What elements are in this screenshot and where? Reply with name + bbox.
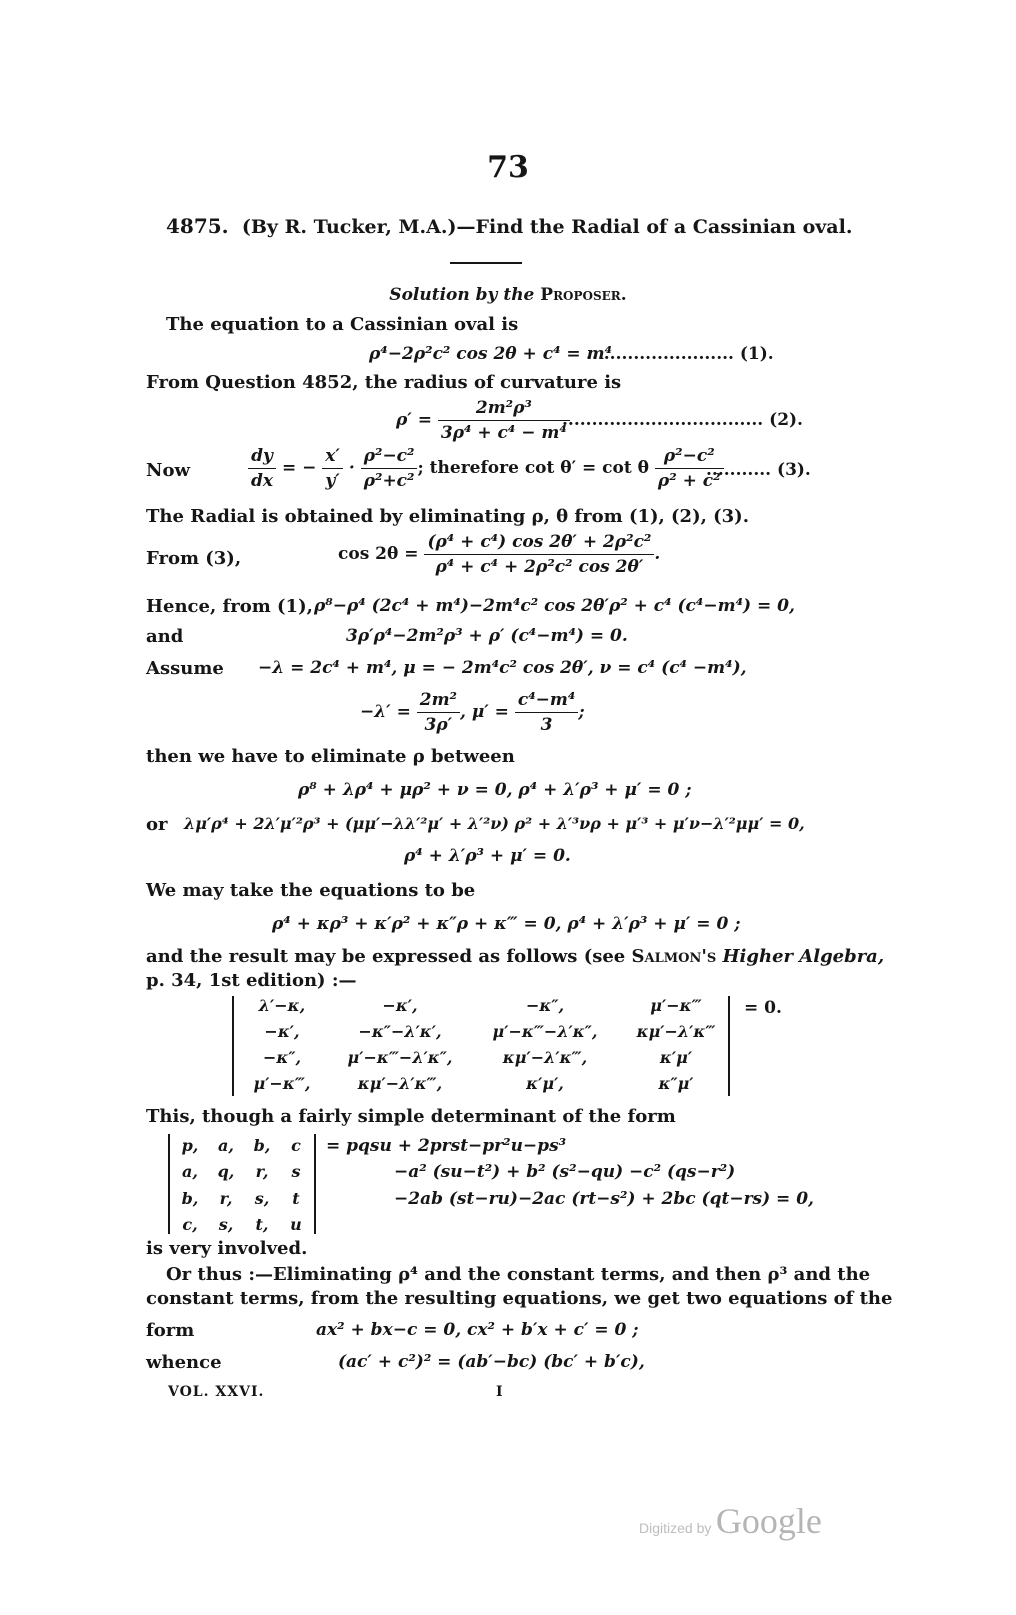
determinant-2-cell: p, [181,1136,199,1155]
equation-9: ρ⁸ + λρ⁴ + μρ² + ν = 0, ρ⁴ + λ′ρ³ + μ′ = 0 ; [298,780,692,800]
problem-text: —Find the Radial of a Cassinian oval. [456,216,853,238]
equation-2 [396,398,570,443]
equation-4 [338,532,660,577]
equation-3: $\frac{dy}{dx}$ = − $\frac{x'}{y'}$ · $\frac{\text{ρ²−c²}}{\text{ρ²+c²}}$ ; therefore cot θ′ = cot θ $\frac{\text{ρ²−c²}}{\text{ρ² + c²}}$ [248,446,724,491]
fraction-denominator: ρ⁴ + c⁴ + 2ρ²c² cos 2θ′ [435,557,644,577]
hence-label: Hence, from (1), [146,596,313,617]
determinant-1-cell: κμ′−λ′κ‴, [357,1074,443,1093]
equation-8-lambda: −λ′ = [360,702,411,722]
problem-author: (By R. Tucker, M.A.) [241,216,457,238]
fraction-numerator: ρ²−c² [361,446,418,469]
determinant-1-cell: −κ′, [382,996,418,1015]
equation-3-middle: ; therefore cot θ′ = cot θ [417,458,649,478]
determinant-2-cell: a, [218,1136,234,1155]
text-line-11: constant terms, from the resulting equations, we get two equations of the [146,1288,893,1309]
fraction-numerator: (ρ⁴ + c⁴) cos 2θ′ + 2ρ²c² [424,532,654,555]
determinant-1-cell: −κ″, [262,1048,302,1067]
determinant-2-expansion-2: −a² (su−t²) + b² (s²−qu) −c² (qs−r²) [394,1162,736,1182]
fraction-numerator: 2m² [417,690,460,713]
equation-4-lhs: cos 2θ = [338,544,419,564]
determinant-1-rhs: = 0. [744,998,782,1018]
determinant-1-cell: −κ″−λ′κ′, [358,1022,442,1041]
digitized-watermark [639,1500,822,1542]
volume-footer: VOL. XXVI. [168,1384,265,1400]
determinant-2-left-bar [168,1134,170,1234]
determinant-2-expansion-1: = pqsu + 2prst−pr²u−ps³ [326,1136,567,1156]
equation-3-sign: = − [281,458,317,478]
equation-1-tag: ......................... (1). [586,344,774,364]
determinant-1-left-bar [232,996,234,1096]
determinant-2-cell: r, [219,1189,233,1208]
determinant-1-cell: κ″μ′ [658,1074,694,1093]
equation-11: ρ⁴ + λ′ρ³ + μ′ = 0. [404,846,571,866]
watermark-prefix: Digitized by [639,1520,712,1536]
text-line-10: Or thus :—Eliminating ρ⁴ and the constant terms, and then ρ³ and the [166,1264,871,1285]
text-line-1: The equation to a Cassinian oval is [166,314,519,335]
equation-8-fraction-1 [417,690,460,735]
text-line-9: is very involved. [146,1238,308,1259]
and-label: and [146,626,184,647]
google-logo: Google [715,1501,822,1541]
determinant-2-cell: c [291,1136,301,1155]
fraction-denominator: 3 [540,715,553,735]
solution-heading-prefix: Solution by the [389,285,541,305]
fraction-denominator: ρ²+c² [363,471,415,491]
determinant-2-right-bar [314,1134,316,1234]
signature-mark: I [496,1384,503,1400]
equation-8-mu: , μ′ = [460,702,509,722]
dy-dx-fraction [248,446,276,491]
whence-label: whence [146,1352,222,1373]
equation-14: (ac′ + c²)² = (ab′−bc) (bc′ + b′c), [338,1352,645,1372]
or-label: or [146,814,168,835]
fraction-denominator: dx [251,471,274,491]
fraction-numerator: c⁴−m⁴ [515,690,578,713]
determinant-2-cell: a, [182,1162,198,1181]
text-line-3: The Radial is obtained by eliminating ρ, θ from (1), (2), (3). [146,506,749,527]
equation-2-fraction [438,398,570,443]
text-line-7: p. 34, 1st edition) :— [146,970,357,991]
determinant-2-expansion-3: −2ab (st−ru)−2ac (rt−s²) + 2bc (qt−rs) = 0, [394,1189,814,1209]
fraction-numerator: 2m²ρ³ [438,398,570,421]
equation-4-end: . [654,544,661,564]
fraction-numerator: dy [248,446,276,469]
determinant-2-cell: u [290,1215,302,1234]
determinant-1-cell: κ′μ′ [659,1048,693,1067]
determinant-2-cell: s, [254,1189,270,1208]
page-number: 73 [487,150,529,185]
text-line-4: then we have to eliminate ρ between [146,746,515,767]
equation-7: −λ = 2c⁴ + m⁴, μ = − 2m⁴c² cos 2θ′, ν = c⁴ (c⁴ −m⁴), [258,658,747,678]
now-label: Now [146,460,190,481]
equation-1: ρ⁴−2ρ²c² cos 2θ + c⁴ = m⁴ [369,344,613,364]
problem-title [166,214,852,238]
equation-2-lhs: ρ′ = [396,410,432,430]
equation-5: ρ⁸−ρ⁴ (2c⁴ + m⁴)−2m⁴c² cos 2θ′ρ² + c⁴ (c⁴−m⁴) = 0, [314,596,795,616]
determinant-2-cell: q, [217,1162,235,1181]
equation-8-end: ; [578,702,585,722]
fraction-numerator: x′ [322,446,343,469]
equation-13: ax² + bx−c = 0, cx² + b′x + c′ = 0 ; [316,1320,639,1340]
equation-3-tag: ........... (3). [706,460,811,480]
determinant-1-cell: κ′μ′, [526,1074,564,1093]
equation-12: ρ⁴ + κρ³ + κ′ρ² + κ″ρ + κ‴ = 0, ρ⁴ + λ′ρ³ + μ′ = 0 ; [272,914,741,934]
text-line-6 [146,946,884,967]
text-line-2: From Question 4852, the radius of curvature is [146,372,622,393]
determinant-1-cell: μ′−κ‴, [253,1074,311,1093]
equation-10: λμ′ρ⁴ + 2λ′μ′²ρ³ + (μμ′−λλ′²μ′ + λ′²ν) ρ² + λ′³νρ + μ′³ + μ′ν−λ′²μμ′ = 0, [184,814,805,833]
determinant-2-cell: b, [253,1136,271,1155]
equation-4-fraction [424,532,654,577]
determinant-1-cell: κμ′−λ′κ‴ [636,1022,716,1041]
equation-2-tag: .................................. (2). [562,410,803,430]
equation-6: 3ρ′ρ⁴−2m²ρ³ + ρ′ (c⁴−m⁴) = 0. [346,626,628,646]
fraction-denominator: 3ρ⁴ + c⁴ − m⁴ [440,423,567,443]
form-label: form [146,1320,195,1341]
determinant-1-cell: μ′−κ‴−λ′κ″, [492,1022,598,1041]
determinant-1-cell: μ′−κ‴ [650,996,702,1015]
problem-number: 4875. [166,214,229,238]
equation-8 [360,690,585,735]
determinant-1-cell: κμ′−λ′κ‴, [502,1048,588,1067]
rho-fraction-1 [361,446,418,491]
from-3-label: From (3), [146,548,242,569]
text-line-6-start: and the result may be expressed as follows (see [146,946,632,967]
equation-8-fraction-2 [515,690,578,735]
solution-heading-name: Proposer. [540,285,627,305]
text-line-5: We may take the equations to be [146,880,476,901]
fraction-denominator: 3ρ′ [424,715,453,735]
text-line-8: This, though a fairly simple determinant of the form [146,1106,676,1127]
determinant-2-cell: t [292,1189,300,1208]
determinant-1-cell: λ′−κ, [258,996,306,1015]
determinant-1-cell: μ′−κ‴−λ′κ″, [347,1048,453,1067]
determinant-1-cell: −κ′, [264,1022,300,1041]
divider-rule [450,262,522,264]
determinant-2-cell: b, [181,1189,199,1208]
salmon-reference: Salmon's [631,946,717,967]
determinant-1-right-bar [728,996,730,1096]
x-y-fraction [322,446,343,491]
determinant-2-cell: c, [182,1215,198,1234]
determinant-2-cell: r, [255,1162,269,1181]
assume-label: Assume [146,658,224,679]
fraction-numerator: ρ²−c² [655,446,724,469]
determinant-1-cell: −κ″, [525,996,565,1015]
solution-heading [0,285,1016,305]
determinant-2-cell: s, [218,1215,234,1234]
determinant-2-cell: s [291,1162,301,1181]
higher-algebra-title: Higher Algebra, [722,946,885,967]
determinant-2-cell: t, [255,1215,269,1234]
fraction-denominator: ρ² + c² [657,471,721,491]
fraction-denominator: y′ [325,471,340,491]
